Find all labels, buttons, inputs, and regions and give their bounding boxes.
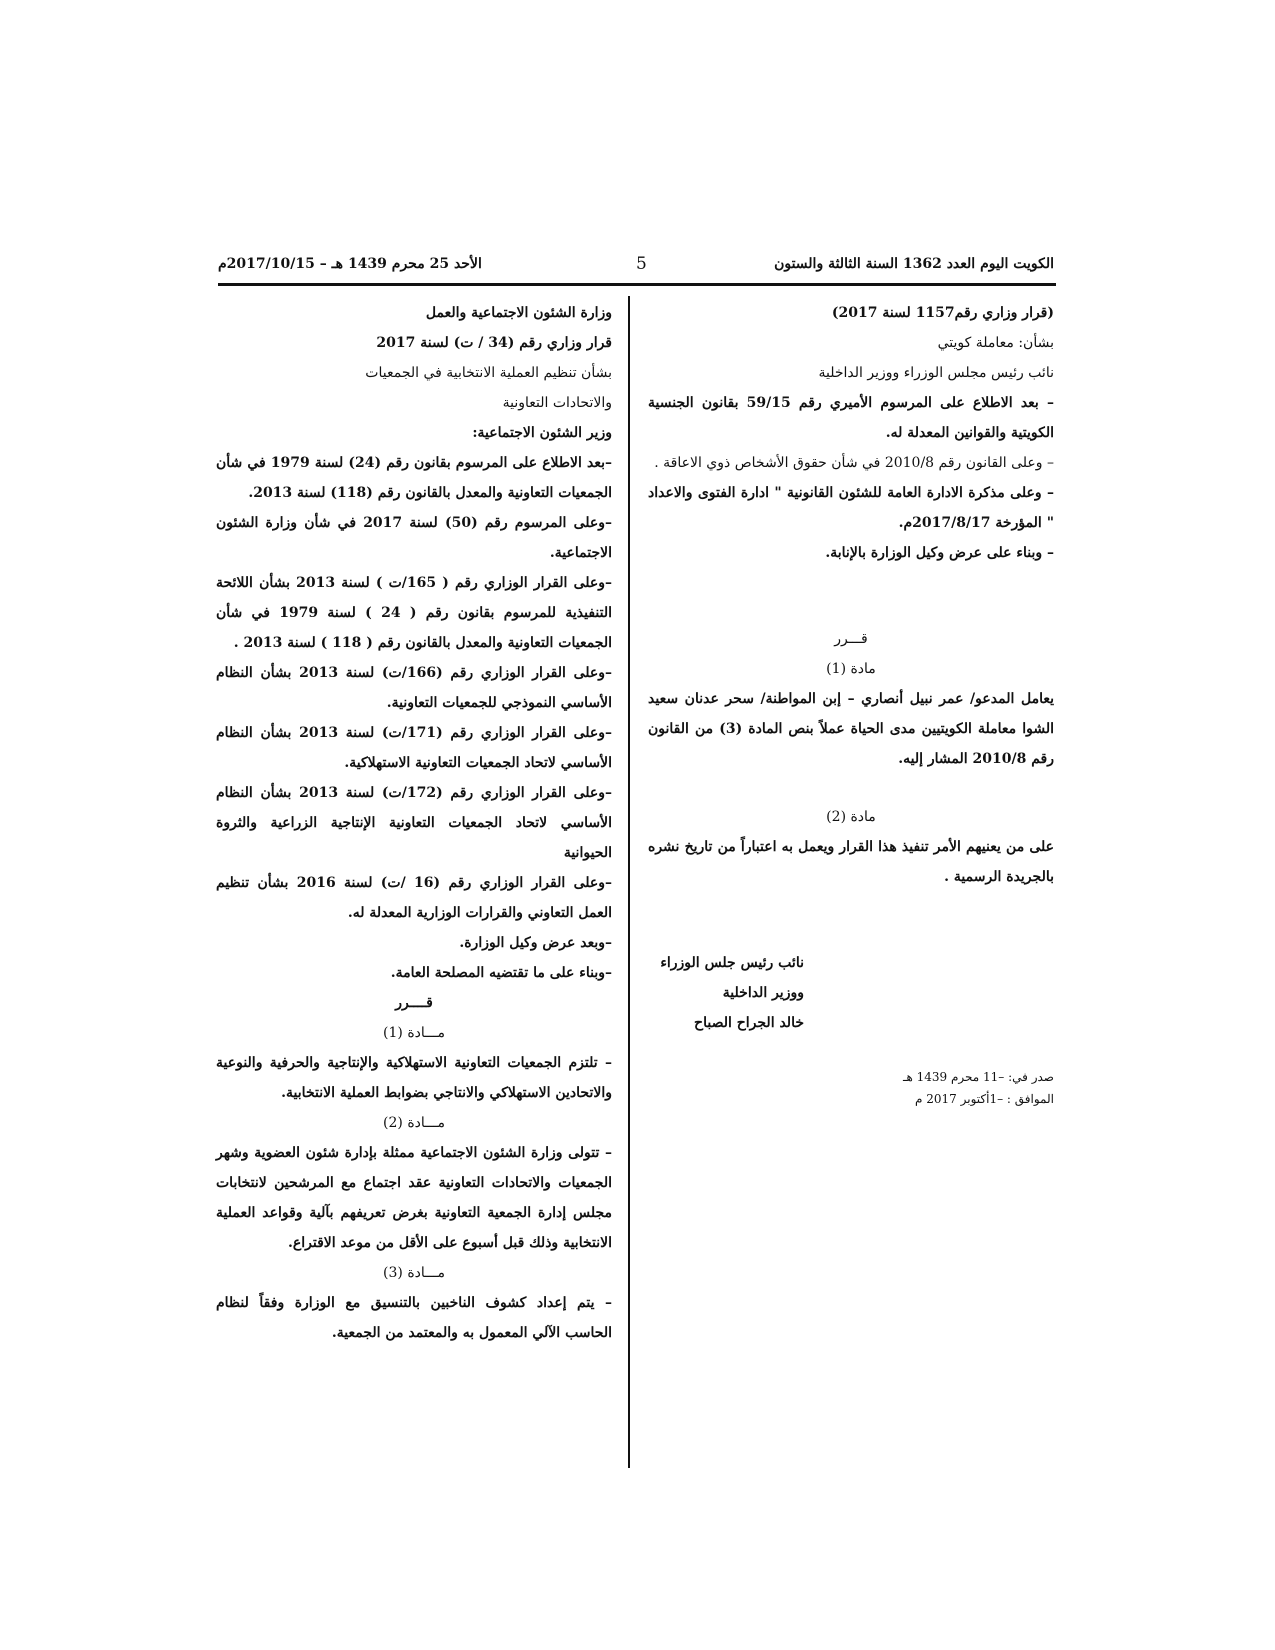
header-date: الأحد 25 محرم 1439 هـ – 2017/10/15م: [218, 256, 482, 272]
preamble-item: – وعلى القانون رقم 2010/8 في شأن حقوق الأشخاص ذوي الاعاقة .: [654, 455, 1054, 471]
decree-subject: بشأن: معاملة كويتي: [937, 335, 1054, 351]
preamble-item: –وعلى القرار الوزاري رقم (16 /ت) لسنة 2016 بشأن تنظيم العمل التعاوني والقرارات الوزارية المعدلة له.: [216, 875, 612, 921]
preamble-item: – بعد الاطلاع على المرسوم الأميري رقم 59/15 بقانون الجنسية الكويتية والقوانين المعدلة له.: [648, 395, 1055, 441]
ministry-name: وزارة الشئون الاجتماعية والعمل: [425, 305, 612, 321]
decided-heading: قــــرر: [395, 995, 433, 1011]
page-number: 5: [636, 254, 647, 274]
decree-title: قرار وزاري رقم (34 / ت) لسنة 2017: [376, 335, 612, 351]
article-label: مـــادة (2): [383, 1115, 445, 1131]
article-text: على من يعنيهم الأمر تنفيذ هذا القرار ويعمل به اعتباراً من تاريخ نشره بالجريدة الرسمية .: [648, 839, 1054, 885]
decree-issuer: وزير الشئون الاجتماعية:: [472, 425, 612, 441]
left-column-decree-34: [216, 298, 612, 1348]
decided-heading: قـــرر: [834, 631, 868, 647]
article-text: – تلتزم الجمعيات التعاونية الاستهلاكية والإنتاجية والحرفية والنوعية والاتحادين الاستهلاكي والانتاجي بضوابط العملية الانتخابية.: [216, 1055, 612, 1101]
header-rule: [218, 283, 1056, 286]
issued-line: الموافق : –1أكتوبر 2017 م: [915, 1092, 1054, 1106]
article-text: – تتولى وزارة الشئون الاجتماعية ممثلة بإدارة شئون العضوية وشهر الجمعيات والاتحادات التعاونية عقد اجتماع مع المرشحين لانتخابات مجلس إدارة الجمعية التعاونية بغرض تعريفهم بآلية وقواعد العملية الانتخابية وذلك قبل أسبوع على الأقل من موعد الاقتراع.: [216, 1145, 612, 1251]
preamble-item: – وعلى مذكرة الادارة العامة للشئون القانونية " ادارة الفتوى والاعداد " المؤرخة 2017/8/17م.: [648, 485, 1054, 531]
article-label: مـــادة (1): [383, 1025, 445, 1041]
issue-date-block: [648, 1066, 1054, 1110]
signature-line: خالد الجراح الصباح: [694, 1015, 804, 1031]
decree-issuer: نائب رئيس مجلس الوزراء ووزير الداخلية: [818, 365, 1054, 381]
article-label: مادة (2): [826, 809, 876, 825]
decree-subject: بشأن تنظيم العملية الانتخابية في الجمعيات: [365, 365, 612, 381]
preamble-item: –وعلى القرار الوزاري رقم (171/ت) لسنة 2013 بشأن النظام الأساسي لاتحاد الجمعيات التعاونية الاستهلاكية.: [216, 725, 613, 771]
article-label: مـــادة (3): [383, 1265, 445, 1281]
preamble-item: – وبناء على عرض وكيل الوزارة بالإنابة.: [825, 545, 1054, 561]
preamble-item: –وعلى المرسوم رقم (50) لسنة 2017 في شأن وزارة الشئون الاجتماعية.: [216, 515, 612, 561]
column-divider: [628, 296, 630, 1468]
signature-block: [648, 948, 804, 1038]
right-column-decree-1157: [648, 298, 1054, 1110]
page-header: [218, 256, 1054, 280]
preamble-item: –وعلى القرار الوزاري رقم ( 165/ت ) لسنة 2013 بشأن اللائحة التنفيذية للمرسوم بقانون رقم ( 24 ) لسنة 1979 في شأن الجمعيات التعاونية والمعدل بالقانون رقم ( 118 ) لسنة 2013 .: [216, 575, 613, 651]
preamble-item: –وعلى القرار الوزاري رقم (172/ت) لسنة 2013 بشأن النظام الأساسي لاتحاد الجمعيات التعاونية الإنتاجية الزراعية والثروة الحيوانية: [216, 785, 613, 861]
issued-line: صدر في: –11 محرم 1439 هـ: [902, 1070, 1054, 1084]
article-text: – يتم إعداد كشوف الناخبين بالتنسيق مع الوزارة وفقاً لنظام الحاسب الآلي المعمول به والمعتمد من الجمعية.: [216, 1295, 612, 1341]
preamble-item: –وبعد عرض وكيل الوزارة.: [459, 935, 612, 951]
header-issue-info: الكويت اليوم العدد 1362 السنة الثالثة والستون: [774, 256, 1054, 272]
preamble-item: –وعلى القرار الوزاري رقم (166/ت) لسنة 2013 بشأن النظام الأساسي النموذجي للجمعيات التعاونية.: [216, 665, 613, 711]
preamble-item: –وبناء على ما تقتضيه المصلحة العامة.: [390, 965, 612, 981]
article-text: يعامل المدعو/ عمر نبيل أنصاري – إبن المواطنة/ سحر عدنان سعيد الشوا معاملة الكويتيين مدى الحياة عملاً بنص المادة (3) من القانون رقم 2010/8 المشار إليه.: [648, 691, 1054, 767]
decree-title: (قرار وزاري رقم1157 لسنة 2017): [831, 305, 1054, 321]
article-label: مادة (1): [826, 661, 876, 677]
signature-line: ووزير الداخلية: [722, 985, 804, 1001]
decree-subject: والاتحادات التعاونية: [502, 395, 612, 411]
preamble-item: –بعد الاطلاع على المرسوم بقانون رقم (24) لسنة 1979 في شأن الجمعيات التعاونية والمعدل بالقانون رقم (118) لسنة 2013.: [216, 455, 613, 501]
signature-line: نائب رئيس جلس الوزراء: [660, 955, 804, 971]
